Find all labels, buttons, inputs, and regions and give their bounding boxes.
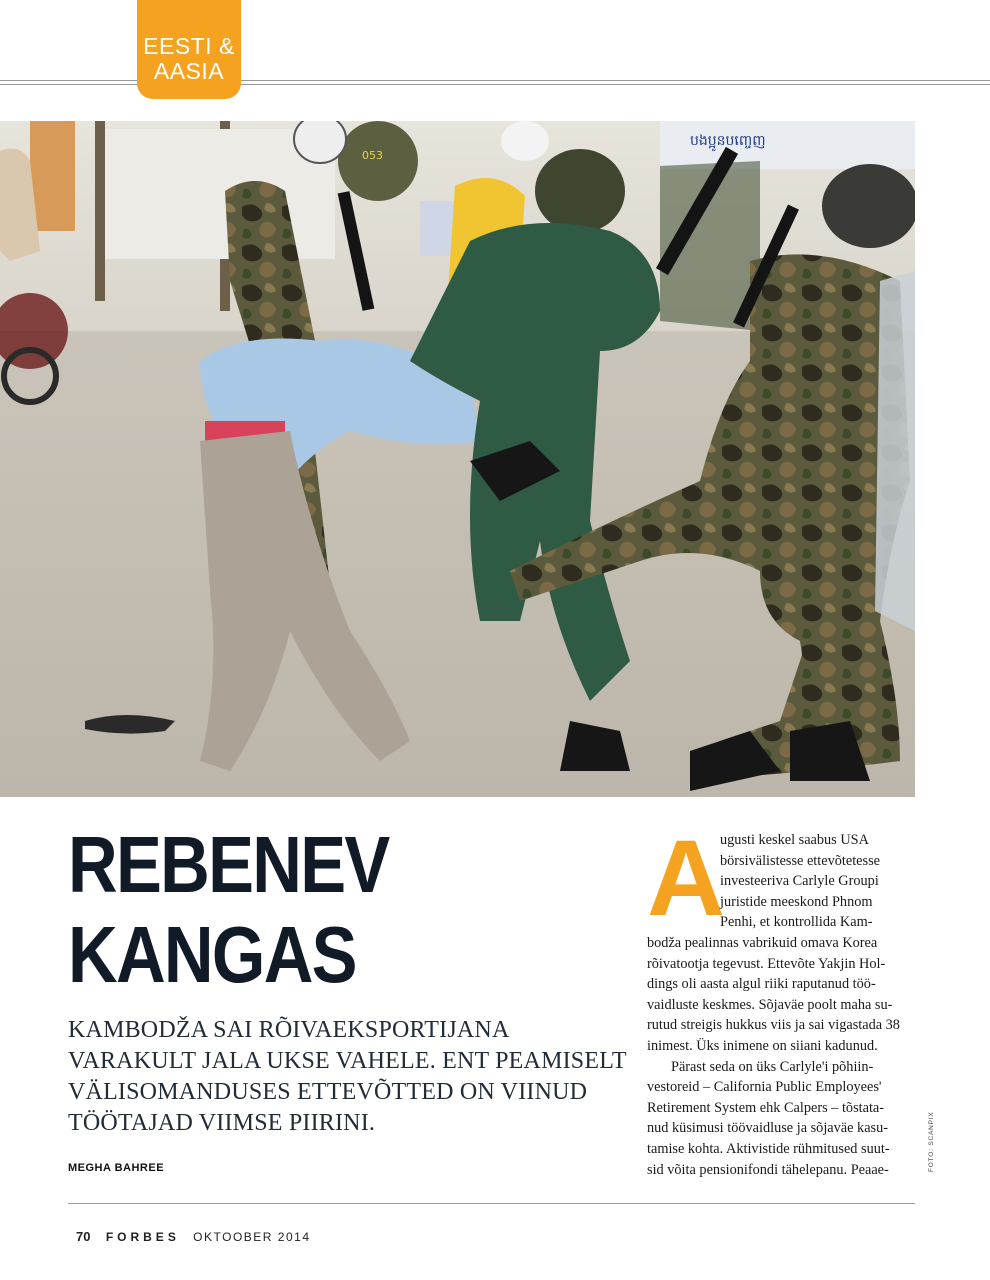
body-line: rõivatootja tegevust. Ettevõte Yakjin Hol- (647, 955, 886, 972)
body-line: börsivälistesse ettevõtetesse (720, 852, 881, 869)
deck-line: VÄLISOMANDUSES ETTEVÕTTED ON VIINUD (68, 1079, 588, 1105)
section-tab-line2: AASIA (153, 58, 225, 84)
page-number: 70 (76, 1229, 91, 1244)
page-footer (76, 1229, 311, 1244)
article-headline (68, 820, 389, 1000)
body-line: Retirement System ehk Calpers – tõstata- (647, 1099, 885, 1116)
section-tab-line1: EESTI & (143, 33, 235, 59)
byline: MEGHA BAHREE (68, 1162, 165, 1174)
body-line: ugusti keskel saabus USA (720, 832, 869, 848)
headline-line-2: KANGAS (68, 910, 356, 999)
body-line: nud küsimusi töövaidluse ja sõjaväe kasu- (647, 1120, 889, 1137)
deck-line: KAMBODŽA SAI RÕIVAEKSPORTIJANA (68, 1017, 510, 1043)
helmet-number: 053 (362, 149, 383, 162)
clash-photo-illustration (0, 121, 915, 797)
body-line: investeeriva Carlyle Groupi (720, 873, 879, 890)
banner-text: បងប្អូនបញ្ចេញ (690, 133, 766, 149)
headline-line-1: REBENEV (68, 820, 389, 909)
body-line: dings oli aasta algul riiki raputanud töö- (647, 976, 876, 993)
body-line: tamise kohta. Aktivistide rühmitused suut- (647, 1140, 890, 1157)
article-photo (0, 121, 915, 797)
footer-rule (68, 1203, 915, 1204)
article-body (647, 830, 914, 1180)
body-line: bodža pealinnas vabrikuid omava Korea (647, 934, 878, 951)
body-line: vestoreid – California Public Employees' (647, 1079, 882, 1096)
body-line: Pärast seda on üks Carlyle'i põhiin- (671, 1058, 874, 1075)
deck-line: VARAKULT JALA UKSE VAHELE. ENT PEAMISELT (68, 1048, 627, 1074)
body-line: Penhi, et kontrollida Kam- (720, 914, 873, 931)
body-line: sid võita pensionifondi tähelepanu. Peaae- (647, 1161, 889, 1178)
body-line: juristide meeskond Phnom (720, 893, 873, 910)
drop-cap: A (647, 817, 725, 938)
body-line: rutud streigis hukkus viis ja sai vigastada 38 (647, 1017, 900, 1034)
issue-date: OKTOOBER 2014 (193, 1230, 311, 1244)
article-deck (68, 1015, 628, 1139)
body-line: vaidluste keskmes. Sõjaväe poolt maha su- (647, 996, 893, 1013)
magazine-name: FORBES (105, 1230, 180, 1244)
photo-credit: FOTO: SCANPIX (928, 1111, 935, 1172)
deck-line: TÖÖTAJAD VIIMSE PIIRINI. (68, 1110, 376, 1136)
section-tab (137, 0, 241, 99)
body-line: inimest. Üks inimene on siiani kadunud. (647, 1037, 878, 1054)
